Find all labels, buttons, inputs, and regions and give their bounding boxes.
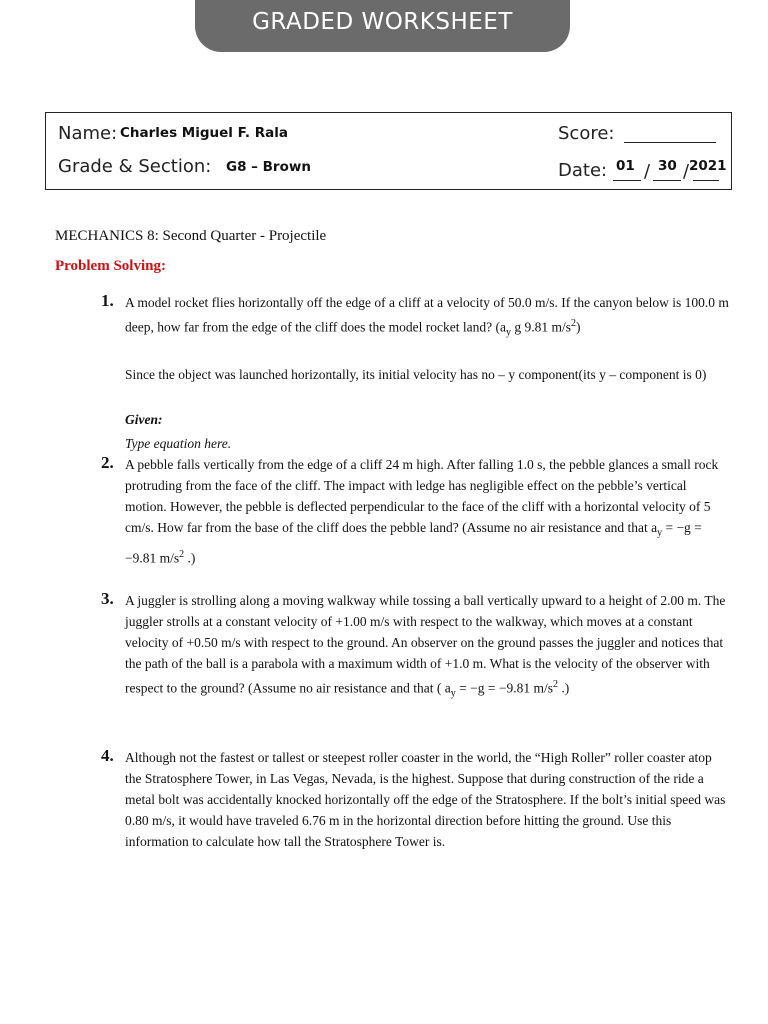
worksheet-heading: MECHANICS 8: Second Quarter - Projectile [55,228,327,244]
date-label: Date: [558,160,608,181]
banner-title: GRADED WORKSHEET [252,9,513,35]
subscript: y [450,688,456,700]
grade-section-label: Grade & Section: [58,156,212,177]
answer-text: Since the object was launched horizontally, its initial velocity has no – y component(its y – component is 0) [125,367,707,382]
date-year: 2021 [689,158,727,174]
date-year-line [693,180,719,181]
subscript: y [505,327,511,339]
problem-statement-cont: = −g = −9.81 m/s [125,520,702,566]
student-info-box [45,112,732,190]
superscript: 2 [179,548,185,560]
problem-statement-cont: g 9.81 m/s [510,319,571,335]
worksheet-banner [195,0,570,52]
equation-placeholder[interactable]: Type equation here. [125,436,232,451]
problem-statement-cont: = −g = −9.81 m/s [455,680,553,696]
problem-statement-end: .) [557,680,570,696]
score-line [624,142,716,143]
date-day-line [653,180,681,181]
given-label: Given: [125,412,163,427]
problem-statement-end: .) [184,550,196,566]
superscript: 2 [571,318,576,329]
name-label: Name: [58,123,118,144]
problem-text [125,292,730,343]
problem-statement: A juggler is strolling along a moving walkway while tossing a ball vertically upward to a height of 2.00 m. The juggler strolls at a constant velocity of +1.00 m/s with respect to the walkway, which moves at a constant velocity of +0.50 m/s with respect to the ground. An observer on the ground passes the juggler and notices that the path of the ball is a parabola with a maximum width of +1.0 m. What is the velocity of the observer with respect to the ground? (Assume no air resistance and that ( a [125,593,726,696]
problem-statement: A pebble falls vertically from the edge of a cliff 24 m high. After falling 1.0 s, the pebble glances a small rock protruding from the face of the cliff. The impact with ledge has negligible effect on the pebble’s vertical motion. However, the pebble is deflected perpendicular to the face of the cliff with a horizontal velocity of 5 cm/s. How far from the base of the cliff does the pebble land? (Assume no air resistance and that a [125,457,719,535]
problem-number: 4. [101,746,114,765]
score-label: Score: [558,123,615,144]
problem-statement: A model rocket flies horizontally off the edge of a cliff at a velocity of 50.0 m/s. If the canyon below is 100.0 m deep, how far from the edge of the cliff does the model rocket land? (a [125,295,729,335]
problem-statement-end: ) [576,319,581,335]
problem-text [125,590,730,704]
date-month-line [613,180,641,181]
superscript: 2 [552,679,558,690]
problem-solving-title: Problem Solving: [55,258,166,274]
problem-number: 2. [101,453,114,472]
problem-text: Although not the fastest or tallest or steepest roller coaster in the world, the “High Roller” roller coaster atop the Stratosphere Tower, in Las Vegas, Nevada, is the highest. Suppose that during construction of the ride a metal bolt was accidentally knocked horizontally off the edge of the Stratosphere. If the bolt’s initial speed was 0.80 m/s, it would have traveled 6.76 m in the horizontal direction before hitting the ground. Use this information to calculate how tall the Stratosphere Tower is. [125,750,726,849]
name-value: Charles Miguel F. Rala [120,125,288,141]
date-month: 01 [616,158,635,174]
problem-text [125,454,730,568]
date-separator: / [683,161,690,182]
problem-number: 3. [101,589,114,608]
date-day: 30 [658,158,677,174]
date-separator: / [644,161,651,182]
grade-section-value: G8 – Brown [226,159,311,175]
problem-number: 1. [101,291,114,310]
subscript: y [657,527,663,539]
